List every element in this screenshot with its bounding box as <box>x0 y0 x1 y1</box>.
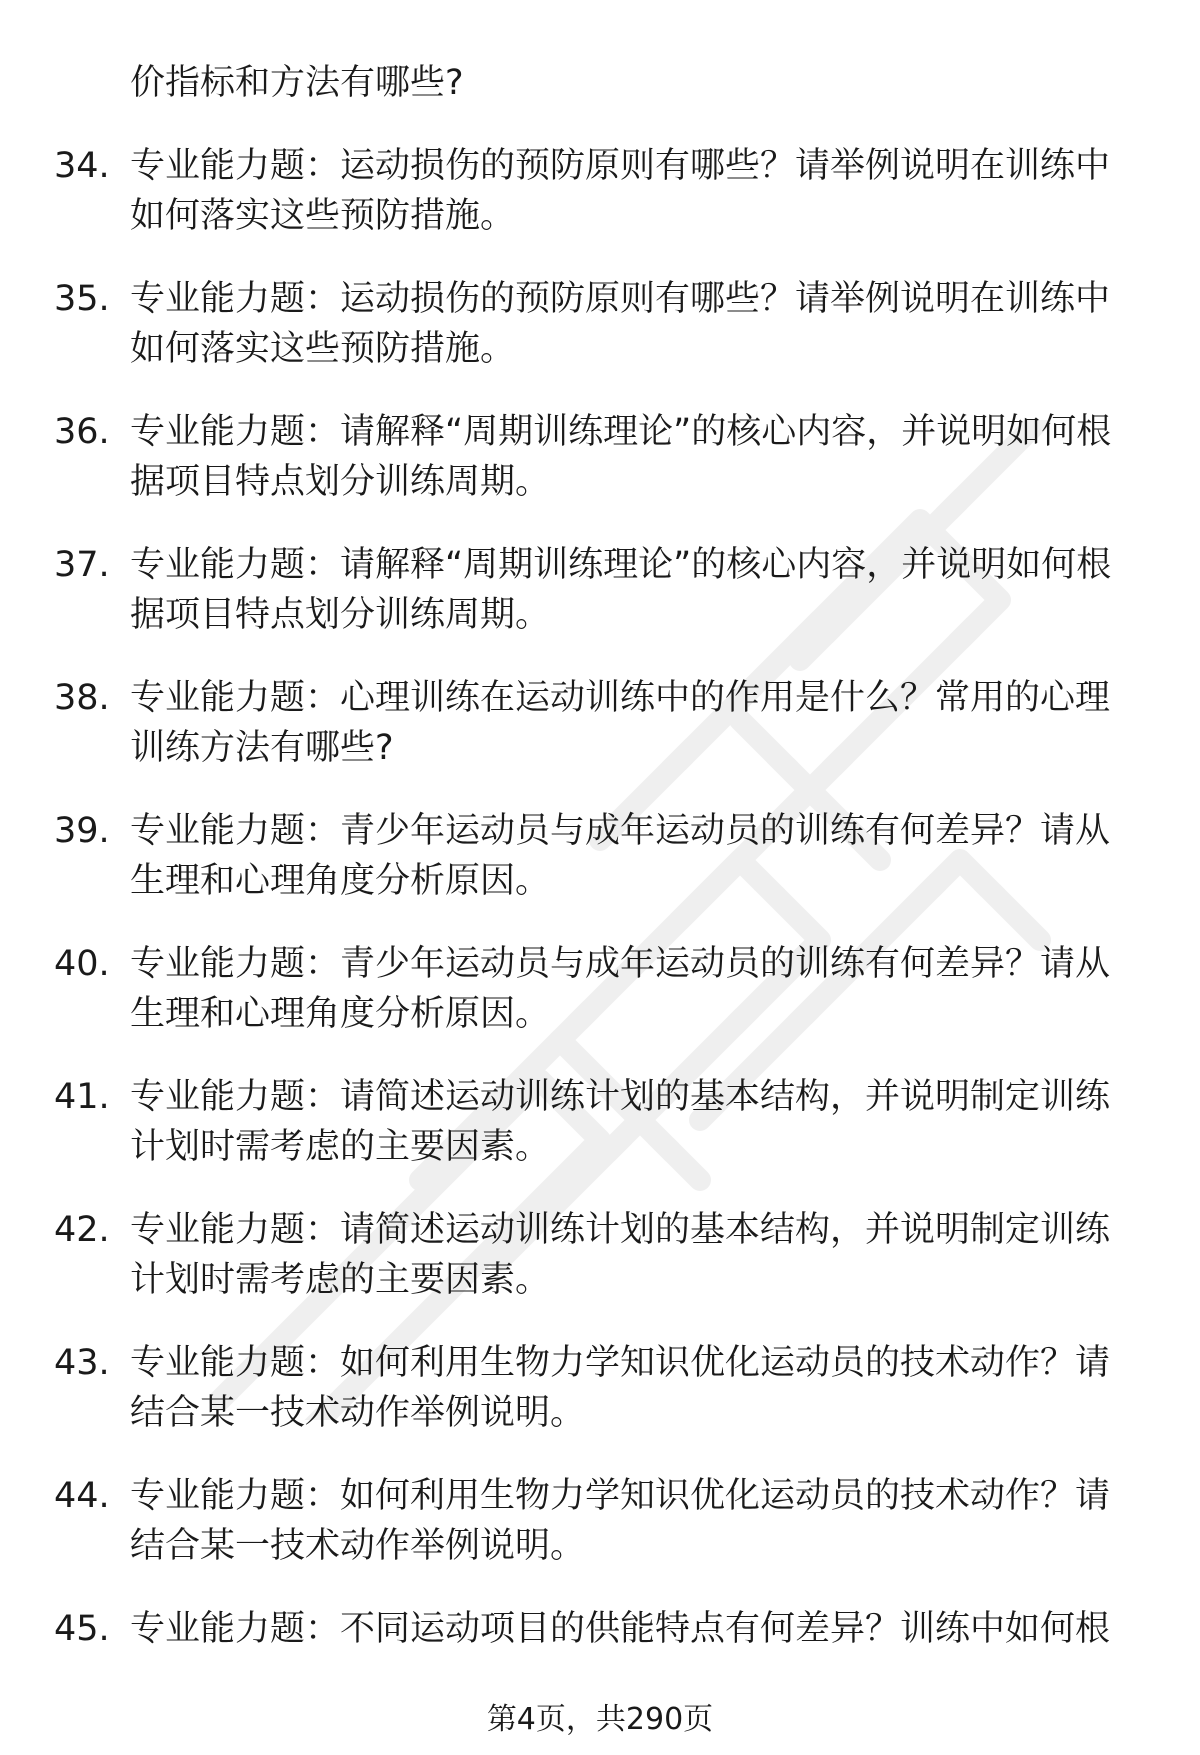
question-number: 34. <box>54 146 110 186</box>
question-text: 专业能力题：运动损伤的预防原则有哪些？请举例说明在训练中如何落实这些预防措施。 <box>130 279 1111 369</box>
question-text: 专业能力题：青少年运动员与成年运动员的训练有何差异？请从生理和心理角度分析原因。 <box>130 811 1111 901</box>
question-text: 专业能力题：如何利用生物力学知识优化运动员的技术动作？请结合某一技术动作举例说明。 <box>130 1343 1111 1433</box>
question-number: 41. <box>54 1077 110 1117</box>
question-text: 专业能力题：不同运动项目的供能特点有何差异？训练中如何根 <box>130 1609 1111 1649</box>
question-text: 专业能力题：青少年运动员与成年运动员的训练有何差异？请从生理和心理角度分析原因。 <box>130 944 1111 1034</box>
continuation-text: 价指标和方法有哪些? <box>130 63 464 103</box>
page-footer: 第4页，共290页 <box>486 1702 714 1737</box>
question-text: 专业能力题：运动损伤的预防原则有哪些？请举例说明在训练中如何落实这些预防措施。 <box>130 146 1111 236</box>
question-item <box>54 1072 1144 1172</box>
question-item <box>54 806 1144 906</box>
question-text: 专业能力题：如何利用生物力学知识优化运动员的技术动作？请结合某一技术动作举例说明。 <box>130 1476 1111 1566</box>
question-item <box>54 1471 1144 1571</box>
question-number: 45. <box>54 1609 110 1649</box>
question-item <box>54 673 1144 773</box>
question-number: 39. <box>54 811 110 851</box>
question-item <box>54 540 1144 640</box>
question-text: 专业能力题：请解释“周期训练理论”的核心内容，并说明如何根据项目特点划分训练周期。 <box>130 545 1112 635</box>
question-item <box>54 141 1144 241</box>
question-number: 43. <box>54 1343 110 1383</box>
question-number: 40. <box>54 944 110 984</box>
question-text: 专业能力题：请简述运动训练计划的基本结构，并说明制定训练计划时需考虑的主要因素。 <box>130 1077 1111 1167</box>
question-item <box>54 1338 1144 1438</box>
question-number: 35. <box>54 279 110 319</box>
question-number: 36. <box>54 412 110 452</box>
question-text: 专业能力题：请简述运动训练计划的基本结构，并说明制定训练计划时需考虑的主要因素。 <box>130 1210 1111 1300</box>
question-item <box>54 274 1144 374</box>
question-text: 专业能力题：请解释“周期训练理论”的核心内容，并说明如何根据项目特点划分训练周期。 <box>130 412 1112 502</box>
question-item <box>54 407 1144 507</box>
question-number: 38. <box>54 678 110 718</box>
question-item <box>54 939 1144 1039</box>
question-item <box>54 1604 1144 1654</box>
question-number: 42. <box>54 1210 110 1250</box>
question-list <box>54 141 1144 1687</box>
question-text: 专业能力题：心理训练在运动训练中的作用是什么？常用的心理训练方法有哪些? <box>130 678 1111 768</box>
question-item <box>54 1205 1144 1305</box>
question-number: 44. <box>54 1476 110 1516</box>
question-number: 37. <box>54 545 110 585</box>
